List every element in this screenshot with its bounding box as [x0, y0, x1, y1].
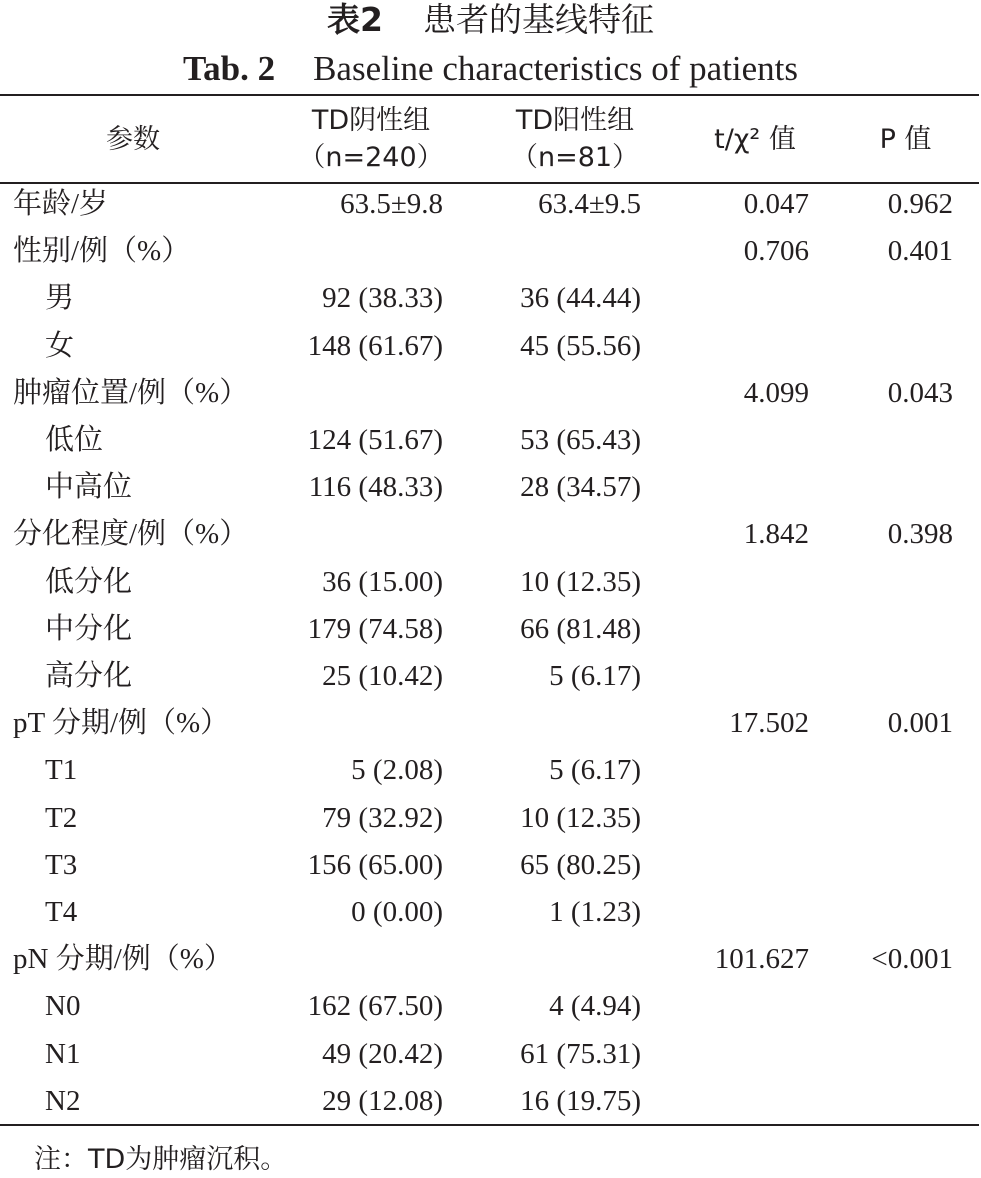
- cell-td-positive: 28 (34.57): [520, 471, 641, 504]
- table-row: [0, 747, 981, 794]
- table-row: [0, 795, 981, 842]
- cell-p-value: <0.001: [871, 943, 953, 976]
- cell-p-value: 0.043: [887, 376, 953, 409]
- cell-td-positive: 4 (4.94): [549, 990, 641, 1023]
- table-caption-english: Baseline characteristics of patients: [313, 49, 799, 88]
- table-footnote: 注：TD为肿瘤沉积。: [34, 1144, 288, 1175]
- cell-td-negative: 29 (12.08): [322, 1084, 443, 1117]
- row-label: pT 分期/例（%）: [13, 707, 230, 740]
- row-label: 分化程度/例（%）: [13, 518, 249, 551]
- table-row: [0, 842, 981, 889]
- cell-td-positive: 10 (12.35): [520, 565, 641, 598]
- cell-td-positive: 63.4±9.5: [538, 188, 641, 220]
- cell-td-positive: 1 (1.23): [549, 896, 641, 928]
- cell-td-negative: 156 (65.00): [307, 848, 443, 881]
- row-label: 低分化: [45, 565, 133, 598]
- table-caption-chinese: 患者的基线特征: [422, 0, 654, 39]
- row-label: 高分化: [45, 660, 133, 692]
- cell-statistic: 0.047: [743, 188, 809, 220]
- row-label: 中分化: [45, 612, 133, 645]
- cell-statistic: 0.706: [743, 235, 809, 268]
- table-title-chinese: [0, 0, 981, 40]
- cell-td-negative: 179 (74.58): [307, 612, 443, 645]
- table-row: [0, 275, 981, 322]
- table-row: [0, 417, 981, 464]
- cell-statistic: 1.842: [743, 518, 809, 551]
- table-row: [0, 700, 981, 747]
- table-row: [0, 370, 981, 417]
- cell-td-positive: 53 (65.43): [520, 424, 641, 456]
- cell-td-positive: 66 (81.48): [520, 612, 641, 645]
- row-label: T1: [45, 754, 78, 787]
- table-row: [0, 228, 981, 275]
- cell-td-negative: 92 (38.33): [322, 282, 443, 315]
- row-label: 低位: [45, 424, 104, 456]
- cell-td-negative: 63.5±9.8: [340, 188, 443, 220]
- row-label: T2: [45, 801, 78, 834]
- header-pos-n: （n=81）: [510, 142, 640, 173]
- cell-td-positive: 5 (6.17): [549, 754, 641, 787]
- row-label: 中高位: [45, 471, 133, 504]
- cell-td-positive: 36 (44.44): [520, 282, 641, 315]
- table-row: [0, 983, 981, 1030]
- cell-td-negative: 0 (0.00): [351, 896, 443, 928]
- cell-statistic: 101.627: [714, 943, 809, 976]
- table-row: [0, 464, 981, 511]
- cell-td-negative: 148 (61.67): [307, 329, 443, 362]
- cell-p-value: 0.401: [887, 235, 953, 268]
- cell-td-positive: 5 (6.17): [549, 660, 641, 692]
- header-neg-n: （n=240）: [298, 142, 444, 173]
- row-label: N2: [45, 1084, 81, 1117]
- cell-td-positive: 65 (80.25): [520, 848, 641, 881]
- row-label: pN 分期/例（%）: [13, 943, 233, 976]
- cell-p-value: 0.962: [887, 188, 953, 220]
- table-number-chinese: 表2: [327, 0, 383, 39]
- row-label: 性别/例（%）: [13, 235, 191, 268]
- header-pos-group-label: TD阳性组: [515, 105, 635, 136]
- table-number-english: Tab. 2: [182, 49, 276, 88]
- row-label: N0: [45, 990, 81, 1023]
- row-label: 男: [45, 282, 75, 315]
- cell-td-positive: 10 (12.35): [520, 801, 641, 834]
- table-row: [0, 936, 981, 983]
- table-row: [0, 323, 981, 370]
- row-label: N1: [45, 1037, 81, 1070]
- header-param: [0, 96, 266, 182]
- row-label: T3: [45, 848, 78, 881]
- cell-p-value: 0.398: [887, 518, 953, 551]
- cell-td-negative: 124 (51.67): [307, 424, 443, 456]
- header-stat: [680, 96, 830, 182]
- header-pos-group: [470, 96, 680, 182]
- header-neg-group-label: TD阴性组: [311, 105, 431, 136]
- cell-td-positive: 61 (75.31): [520, 1037, 641, 1070]
- header-stat-label: t/χ² 值: [714, 123, 796, 155]
- header-param-label: 参数: [106, 123, 160, 155]
- cell-td-negative: 79 (32.92): [322, 801, 443, 834]
- cell-statistic: 17.502: [729, 707, 809, 740]
- row-label: 肿瘤位置/例（%）: [13, 376, 249, 409]
- table-row: [0, 181, 981, 228]
- row-label: T4: [45, 896, 78, 928]
- cell-statistic: 4.099: [743, 376, 809, 409]
- table-bottom-rule: [0, 1124, 979, 1126]
- row-label: 女: [45, 329, 75, 362]
- cell-td-negative: 36 (15.00): [322, 565, 443, 598]
- cell-td-positive: 16 (19.75): [520, 1084, 641, 1117]
- table-header: [0, 96, 981, 182]
- header-p-label: P 值: [879, 123, 932, 155]
- header-p: [830, 96, 981, 182]
- cell-td-negative: 25 (10.42): [322, 660, 443, 692]
- cell-td-positive: 45 (55.56): [520, 329, 641, 362]
- header-neg-group: [266, 96, 476, 182]
- cell-td-negative: 49 (20.42): [322, 1037, 443, 1070]
- cell-td-negative: 162 (67.50): [307, 990, 443, 1023]
- row-label: 年龄/岁: [13, 188, 109, 220]
- cell-td-negative: 116 (48.33): [308, 471, 443, 504]
- table-row: [0, 1031, 981, 1078]
- table-row: [0, 559, 981, 606]
- cell-p-value: 0.001: [887, 707, 953, 740]
- table-row: [0, 1078, 981, 1125]
- table-row: [0, 889, 981, 936]
- table-row: [0, 606, 981, 653]
- table-title-english: [0, 46, 981, 92]
- table-row: [0, 653, 981, 700]
- table-row: [0, 511, 981, 558]
- cell-td-negative: 5 (2.08): [351, 754, 443, 787]
